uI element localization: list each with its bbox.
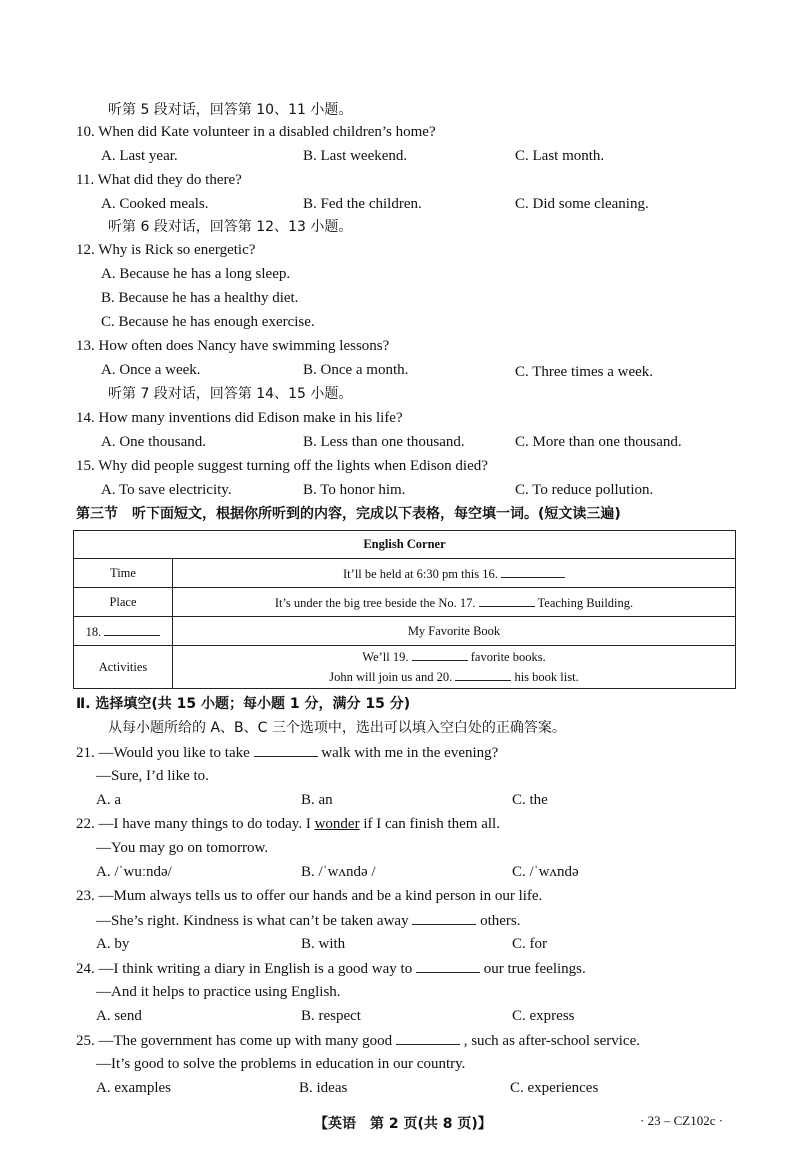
dialog-7-instruction: 听第 7 段对话，回答第 14、15 小题。 (108, 386, 353, 402)
q22-stem-before: 22. —I have many things to do today. I (76, 816, 311, 832)
activity-line-1 (173, 647, 735, 667)
activities-label: Activities (74, 646, 173, 689)
question-11-stem: 11. What did they do there? (76, 172, 242, 188)
q23-reply-before: —She’s right. Kindness is what can’t be taken away (96, 913, 409, 929)
q22-stem-after: if I can finish them all. (363, 816, 500, 832)
question-21-stem (76, 743, 498, 762)
question-10-stem: 10. When did Kate volunteer in a disabled children’s home? (76, 124, 436, 140)
question-22-reply: —You may go on tomorrow. (96, 840, 269, 856)
question-25-option-c: C. experiences (510, 1080, 599, 1096)
activity-1-before: We’ll 19. (362, 650, 409, 664)
question-14-option-a: A. One thousand. (101, 434, 206, 450)
part-ii-heading: Ⅱ. 选择填空(共 15 小题；每小题 1 分，满分 15 分) (76, 696, 411, 712)
table-title: English Corner (74, 531, 736, 559)
question-25-option-b: B. ideas (299, 1080, 348, 1096)
question-23-option-a: A. by (96, 936, 130, 952)
q21-stem-after: walk with me in the evening? (321, 745, 499, 761)
question-21-reply: —Sure, I’d like to. (96, 768, 209, 784)
time-text: It’ll be held at 6:30 pm this 16. (343, 567, 498, 581)
question-24-option-c: C. express (512, 1008, 575, 1024)
english-corner-table (73, 530, 736, 689)
place-label: Place (74, 588, 173, 617)
question-22-option-a: A. /ˈwuːndə/ (96, 864, 172, 880)
blank-18 (104, 622, 160, 636)
q24-stem-before: 24. —I think writing a diary in English is a good way to (76, 961, 413, 977)
question-25-option-a: A. examples (96, 1080, 171, 1096)
page-number-footer: 【英语 第 2 页(共 8 页)】 (314, 1116, 492, 1132)
q25-blank (396, 1031, 460, 1045)
question-23-option-b: B. with (301, 936, 346, 952)
question-10-option-a: A. Last year. (101, 148, 178, 164)
place-text-after: Teaching Building. (537, 596, 634, 610)
question-24-option-b: B. respect (301, 1008, 361, 1024)
q23-reply-after: others. (480, 913, 521, 929)
question-14-stem: 14. How many inventions did Edison make in his life? (76, 410, 403, 426)
q24-stem-after: our true feelings. (483, 961, 586, 977)
question-23-stem: 23. —Mum always tells us to offer our hands and be a kind person in our life. (76, 888, 543, 904)
question-24-stem (76, 959, 586, 978)
blank-16 (501, 564, 565, 578)
q25-stem-before: 25. —The government has come up with many good (76, 1033, 393, 1049)
exam-code-footer: · 23 – CZ102c · (640, 1113, 724, 1128)
question-25-stem (76, 1031, 640, 1050)
activity-2-before: John will join us and 20. (329, 670, 453, 684)
time-value (173, 559, 736, 588)
question-14-option-c: C. More than one thousand. (515, 434, 682, 450)
question-22-option-b: B. /ˈwʌndə / (301, 864, 376, 880)
question-23-option-c: C. for (512, 936, 547, 952)
dialog-5-instruction: 听第 5 段对话，回答第 10、11 小题。 (108, 102, 353, 118)
activities-value (173, 646, 736, 689)
section-3-heading: 第三节 听下面短文，根据你所听到的内容，完成以下表格，每空填一词。(短文读三遍) (76, 506, 621, 522)
blank-17 (479, 593, 535, 607)
row-18-value: My Favorite Book (173, 617, 736, 646)
question-10-option-c: C. Last month. (515, 148, 605, 164)
row-18-label (74, 617, 173, 646)
question-23-reply (96, 911, 521, 930)
question-15-stem: 15. Why did people suggest turning off the lights when Edison died? (76, 458, 488, 474)
blank-19 (412, 647, 468, 661)
question-14-option-b: B. Less than one thousand. (303, 434, 465, 450)
question-25-reply: —It’s good to solve the problems in education in our country. (96, 1056, 466, 1072)
q21-blank (254, 743, 318, 757)
activity-1-after: favorite books. (470, 650, 546, 664)
question-11-option-c: C. Did some cleaning. (515, 196, 649, 212)
place-value (173, 588, 736, 617)
question-24-option-a: A. send (96, 1008, 142, 1024)
question-15-option-c: C. To reduce pollution. (515, 482, 654, 498)
question-21-option-a: A. a (96, 792, 121, 808)
question-12-option-c: C. Because he has enough exercise. (101, 314, 315, 330)
question-12-stem: 12. Why is Rick so energetic? (76, 242, 256, 258)
question-13-option-a: A. Once a week. (101, 362, 201, 378)
place-text-before: It’s under the big tree beside the No. 17. (274, 596, 476, 610)
question-24-reply: —And it helps to practice using English. (96, 984, 341, 1000)
question-10-option-b: B. Last weekend. (303, 148, 408, 164)
q21-stem-before: 21. —Would you like to take (76, 745, 250, 761)
question-15-option-b: B. To honor him. (303, 482, 406, 498)
question-13-stem: 13. How often does Nancy have swimming lessons? (76, 338, 390, 354)
part-ii-instruction: 从每小题所给的 A、B、C 三个选项中，选出可以填入空白处的正确答案。 (108, 720, 566, 736)
dialog-6-instruction: 听第 6 段对话，回答第 12、13 小题。 (108, 219, 353, 235)
question-12-option-a: A. Because he has a long sleep. (101, 266, 291, 282)
q22-underlined-word: wonder (314, 816, 360, 832)
question-11-option-a: A. Cooked meals. (101, 196, 209, 212)
question-13-option-b: B. Once a month. (303, 362, 409, 378)
question-13-option-c: C. Three times a week. (515, 364, 654, 380)
question-12-option-b: B. Because he has a healthy diet. (101, 290, 299, 306)
question-22-stem (76, 815, 500, 833)
question-11-option-b: B. Fed the children. (303, 196, 422, 212)
question-21-option-b: B. an (301, 792, 333, 808)
question-21-option-c: C. the (512, 792, 548, 808)
q24-blank (416, 959, 480, 973)
q23-blank (412, 911, 476, 925)
activity-2-after: his book list. (514, 670, 579, 684)
question-22-option-c: C. /ˈwʌndə (512, 864, 579, 880)
q25-stem-after: , such as after-school service. (463, 1033, 640, 1049)
row-18-number: 18. (85, 625, 102, 639)
activity-line-2 (173, 667, 735, 687)
blank-20 (455, 667, 511, 681)
question-15-option-a: A. To save electricity. (101, 482, 232, 498)
time-label: Time (74, 559, 173, 588)
